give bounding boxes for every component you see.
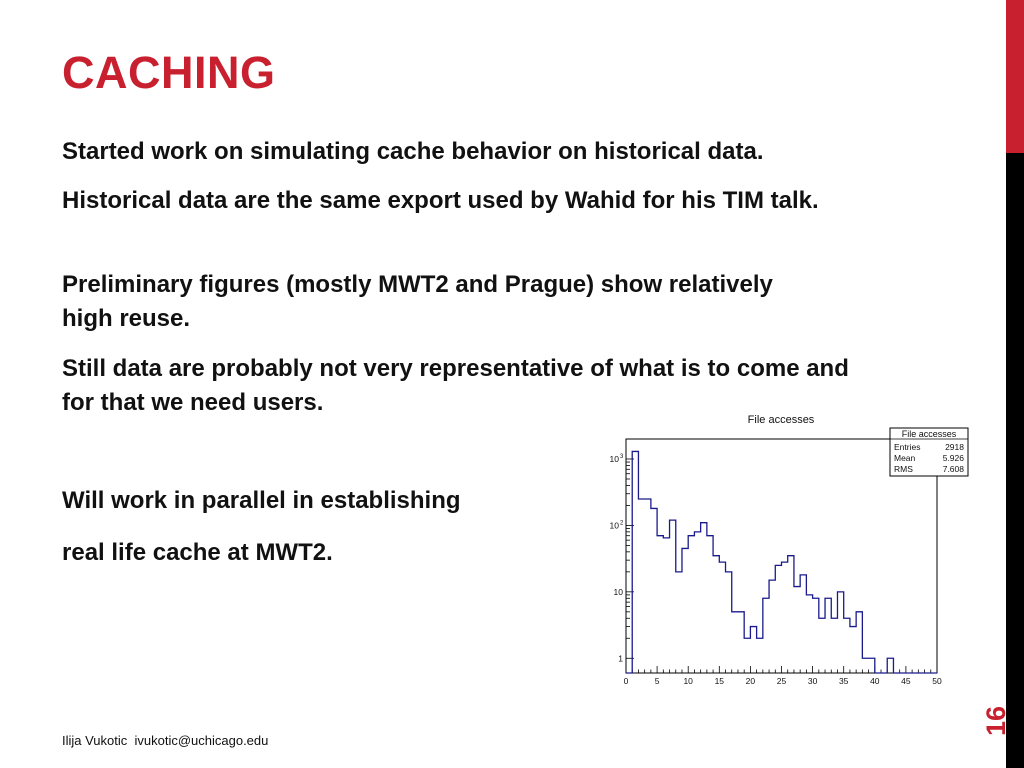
- histogram-bin: [788, 556, 794, 673]
- histogram-bin: [676, 572, 682, 673]
- histogram-bin: [856, 612, 862, 673]
- histogram-bin: [825, 598, 831, 673]
- stats-rms-label: RMS: [894, 464, 913, 474]
- x-tick-label: 45: [901, 676, 911, 686]
- histogram-bin: [726, 572, 732, 673]
- histogram-bin: [738, 612, 744, 673]
- stats-entries-label: Entries: [894, 442, 921, 452]
- histogram-bin: [688, 536, 694, 673]
- histogram-bin: [651, 508, 657, 673]
- footer-author: Ilija Vukotic ivukotic@uchicago.edu: [62, 733, 269, 748]
- histogram-bin: [638, 499, 644, 673]
- histogram-bin: [719, 562, 725, 673]
- histogram-bin: [763, 598, 769, 673]
- histogram-bin: [806, 595, 812, 673]
- histogram-bin: [869, 658, 875, 673]
- y-tick-exponent: 2: [620, 520, 624, 527]
- histogram-bin: [694, 532, 700, 673]
- stats-mean-label: Mean: [894, 453, 916, 463]
- histogram-bin: [769, 580, 775, 673]
- stats-box-title: File accesses: [901, 429, 957, 439]
- histogram-bin: [813, 598, 819, 673]
- histogram-bin: [831, 618, 837, 673]
- bullet-1: Started work on simulating cache behavior on historical data.: [62, 138, 764, 165]
- y-axis: [610, 439, 634, 663]
- x-tick-label: 30: [807, 676, 818, 686]
- y-tick-label: 1: [618, 653, 623, 664]
- x-tick-label: 40: [870, 676, 880, 686]
- x-tick-label: 0: [623, 676, 629, 686]
- histogram-bin: [732, 612, 738, 673]
- bullet-5: Will work in parallel in establishing: [62, 487, 461, 514]
- histogram-bin: [837, 592, 843, 673]
- histogram-bin: [782, 562, 788, 673]
- histogram-bin: [850, 627, 856, 673]
- histogram-bin: [670, 520, 676, 673]
- histogram-bin: [663, 538, 669, 673]
- x-tick-label: 50: [932, 676, 942, 686]
- file-accesses-histogram: [600, 408, 980, 692]
- slide-title: CACHING: [62, 47, 276, 98]
- histogram-bin: [757, 638, 763, 673]
- histogram-bin: [713, 556, 719, 673]
- x-tick-label: 10: [683, 676, 693, 686]
- histogram-bin: [682, 548, 688, 673]
- x-tick-label: 5: [654, 676, 660, 686]
- y-tick-label: 10: [609, 520, 619, 531]
- histogram-bin: [775, 565, 781, 673]
- x-tick-label: 25: [776, 676, 787, 686]
- y-tick-label: 10: [609, 453, 619, 464]
- histogram-bin: [887, 658, 893, 673]
- bullet-3: Preliminary figures (mostly MWT2 and Prague) show relatively high reuse.: [62, 271, 773, 332]
- chart-title: File accesses: [747, 414, 815, 426]
- x-tick-label: 15: [714, 676, 725, 686]
- x-tick-label: 35: [838, 676, 849, 686]
- y-tick-exponent: 3: [620, 453, 624, 460]
- sidebar-dark-bar: [1006, 153, 1024, 768]
- histogram-bin: [645, 499, 651, 673]
- stats-rms-value: 7.608: [942, 464, 964, 474]
- stats-mean-value: 5.926: [942, 453, 964, 463]
- histogram-bin: [794, 587, 800, 673]
- histogram-bin: [701, 523, 707, 673]
- bullet-6: real life cache at MWT2.: [62, 539, 333, 566]
- histogram-bin: [632, 451, 638, 673]
- histogram-bin: [862, 658, 868, 673]
- histogram-bin: [819, 618, 825, 673]
- histogram-line: [626, 451, 937, 673]
- histogram-bin: [657, 536, 663, 673]
- stats-box: [890, 428, 968, 476]
- histogram-bins: [632, 451, 893, 673]
- bullet-4: Still data are probably not very representative of what is to come and for that we need users.: [62, 355, 849, 416]
- histogram-bin: [707, 536, 713, 673]
- stats-entries-value: 2918: [945, 442, 964, 452]
- histogram-bin: [844, 618, 850, 673]
- histogram-bin: [800, 575, 806, 673]
- bullet-2: Historical data are the same export used by Wahid for his TIM talk.: [62, 187, 819, 214]
- x-tick-label: 20: [745, 676, 756, 686]
- slide-number: 16: [981, 705, 1011, 737]
- y-tick-label: 10: [613, 586, 623, 597]
- x-axis: [624, 666, 942, 686]
- histogram-bin: [744, 638, 750, 673]
- histogram-bin: [750, 627, 756, 673]
- sidebar-accent-bar: [1006, 0, 1024, 153]
